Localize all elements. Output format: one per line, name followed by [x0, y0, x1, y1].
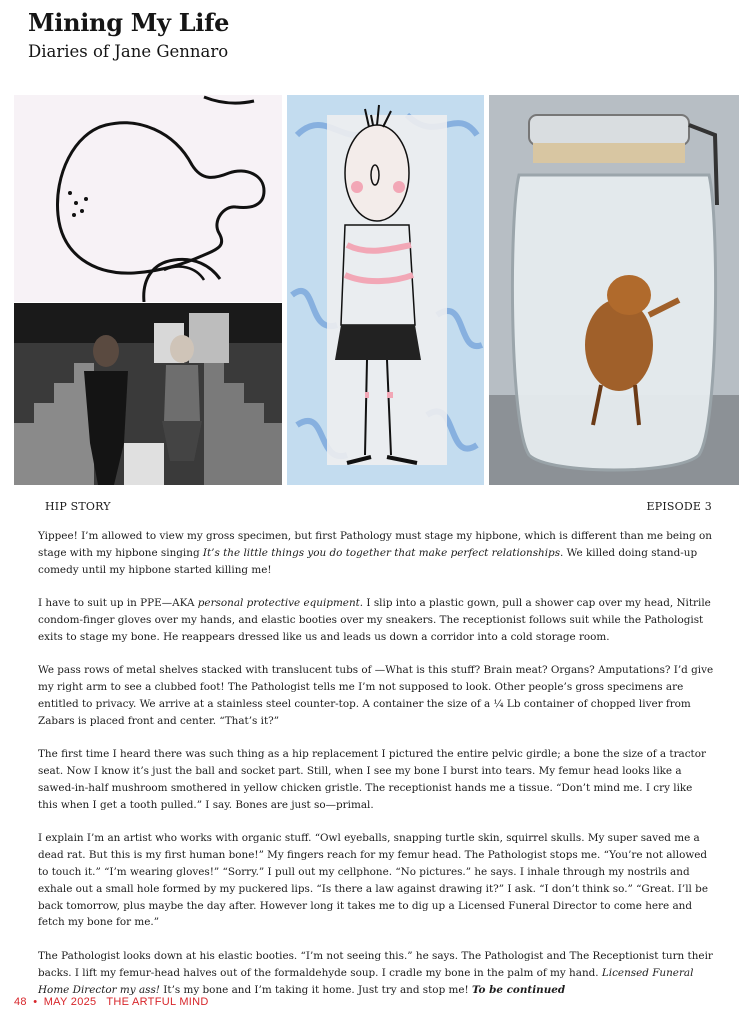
paragraph: We pass rows of metal shelves stacked with translucent tubs of —What is this stuff? Brain meat? Organs? Amputations? I’d give my right arm to see a clubbed foot! The Pathologist tells me I’m not supposed to look. Other people’s gross specimens are entitled to privacy. We arrive at a stainless steel counter-top. A container the size of a ¼ Lb container of chopped liver from Zabars is placed front and center. “That’s it?” — [38, 664, 714, 727]
paragraph: I explain I’m an artist who works with organic stuff. “Owl eyeballs, snapping turtle skin, squirrel skulls. My super saved me a dead rat. But this is my first human bone!” My fingers reach for my femur head. The Pathologist stops me. “You’re not allowed to touch it.” “I’m wearing gloves!” “Sorry.” I pull out my cellphone. “No pictures.” he says. I inhale through my nostrils and exhale out a small hole formed by my puckered lips. “Is there a law against drawing it?” I ask. “I don’t think so.” “Great. I’ll be back tomorrow, plus maybe the day after. However long it takes me to dig up a Licensed Funeral Director to come here and fetch my bone for me.” — [38, 832, 708, 929]
paragraph: The Pathologist looks down at his elastic booties. “I’m not seeing this.” he says. The Pathologist and The Receptionist turn their backs. I lift my femur-head halves out of the formaldehyde soup. I cradle my bone in the palm of my hand. Licensed Funeral Home Director my ass! It’s my bone and I’m taking it home. Just try and stop me! To be continued — [38, 949, 713, 996]
page-number: 48 — [14, 996, 27, 1008]
section-label-hip-story: HIP STORY — [45, 500, 111, 513]
girl-sketch-drawing — [287, 95, 484, 485]
article-body — [38, 528, 714, 1015]
paragraph: The first time I heard there was such thing as a hip replacement I pictured the entire pelvic girdle; a bone the size of a tractor seat. Now I know it’s just the ball and socket part. Still, when I see my bone I burst into tears. My femur head looks like a sawed-in-half mushroom smothered in yellow chicken gristle. The receptionist hands me a tissue. “Don’t mind me. I cry like this when I get a tooth pulled.” I say. Bones are just so—primal. — [38, 748, 706, 811]
paragraph: Yippee! I’m allowed to view my gross specimen, but first Pathology must stage my hipbone, which is different than me being on stage with my hipbone singing It’s the little things you do together that make perfect relationships. We killed doing stand-up comedy until my hipbone started killing me! — [38, 530, 712, 576]
page-footer — [14, 996, 209, 1008]
to-be-continued: To be continued — [472, 983, 566, 996]
stage-performance-photo — [14, 303, 282, 485]
footer-separator: • — [33, 996, 38, 1008]
paragraph: I have to suit up in PPE—AKA personal protective equipment. I slip into a plastic gown, pull a shower cap over my head, Nitrile condom-finger gloves over my hands, and elastic booties over my sneakers. The receptionist follows suit while the Pathologist exits to stage my bone. He reappears dressed like us and leads us down a corridor into a cold storage room. — [38, 597, 711, 643]
issue-date: MAY 2025 — [43, 996, 97, 1008]
specimen-jar-photo — [489, 95, 739, 485]
page-subtitle: Diaries of Jane Gennaro — [28, 42, 229, 61]
bone-line-drawing — [14, 95, 282, 302]
section-label-episode: EPISODE 3 — [646, 500, 712, 513]
page-title: Mining My Life — [28, 8, 230, 37]
publication-name: THE ARTFUL MIND — [106, 996, 209, 1008]
